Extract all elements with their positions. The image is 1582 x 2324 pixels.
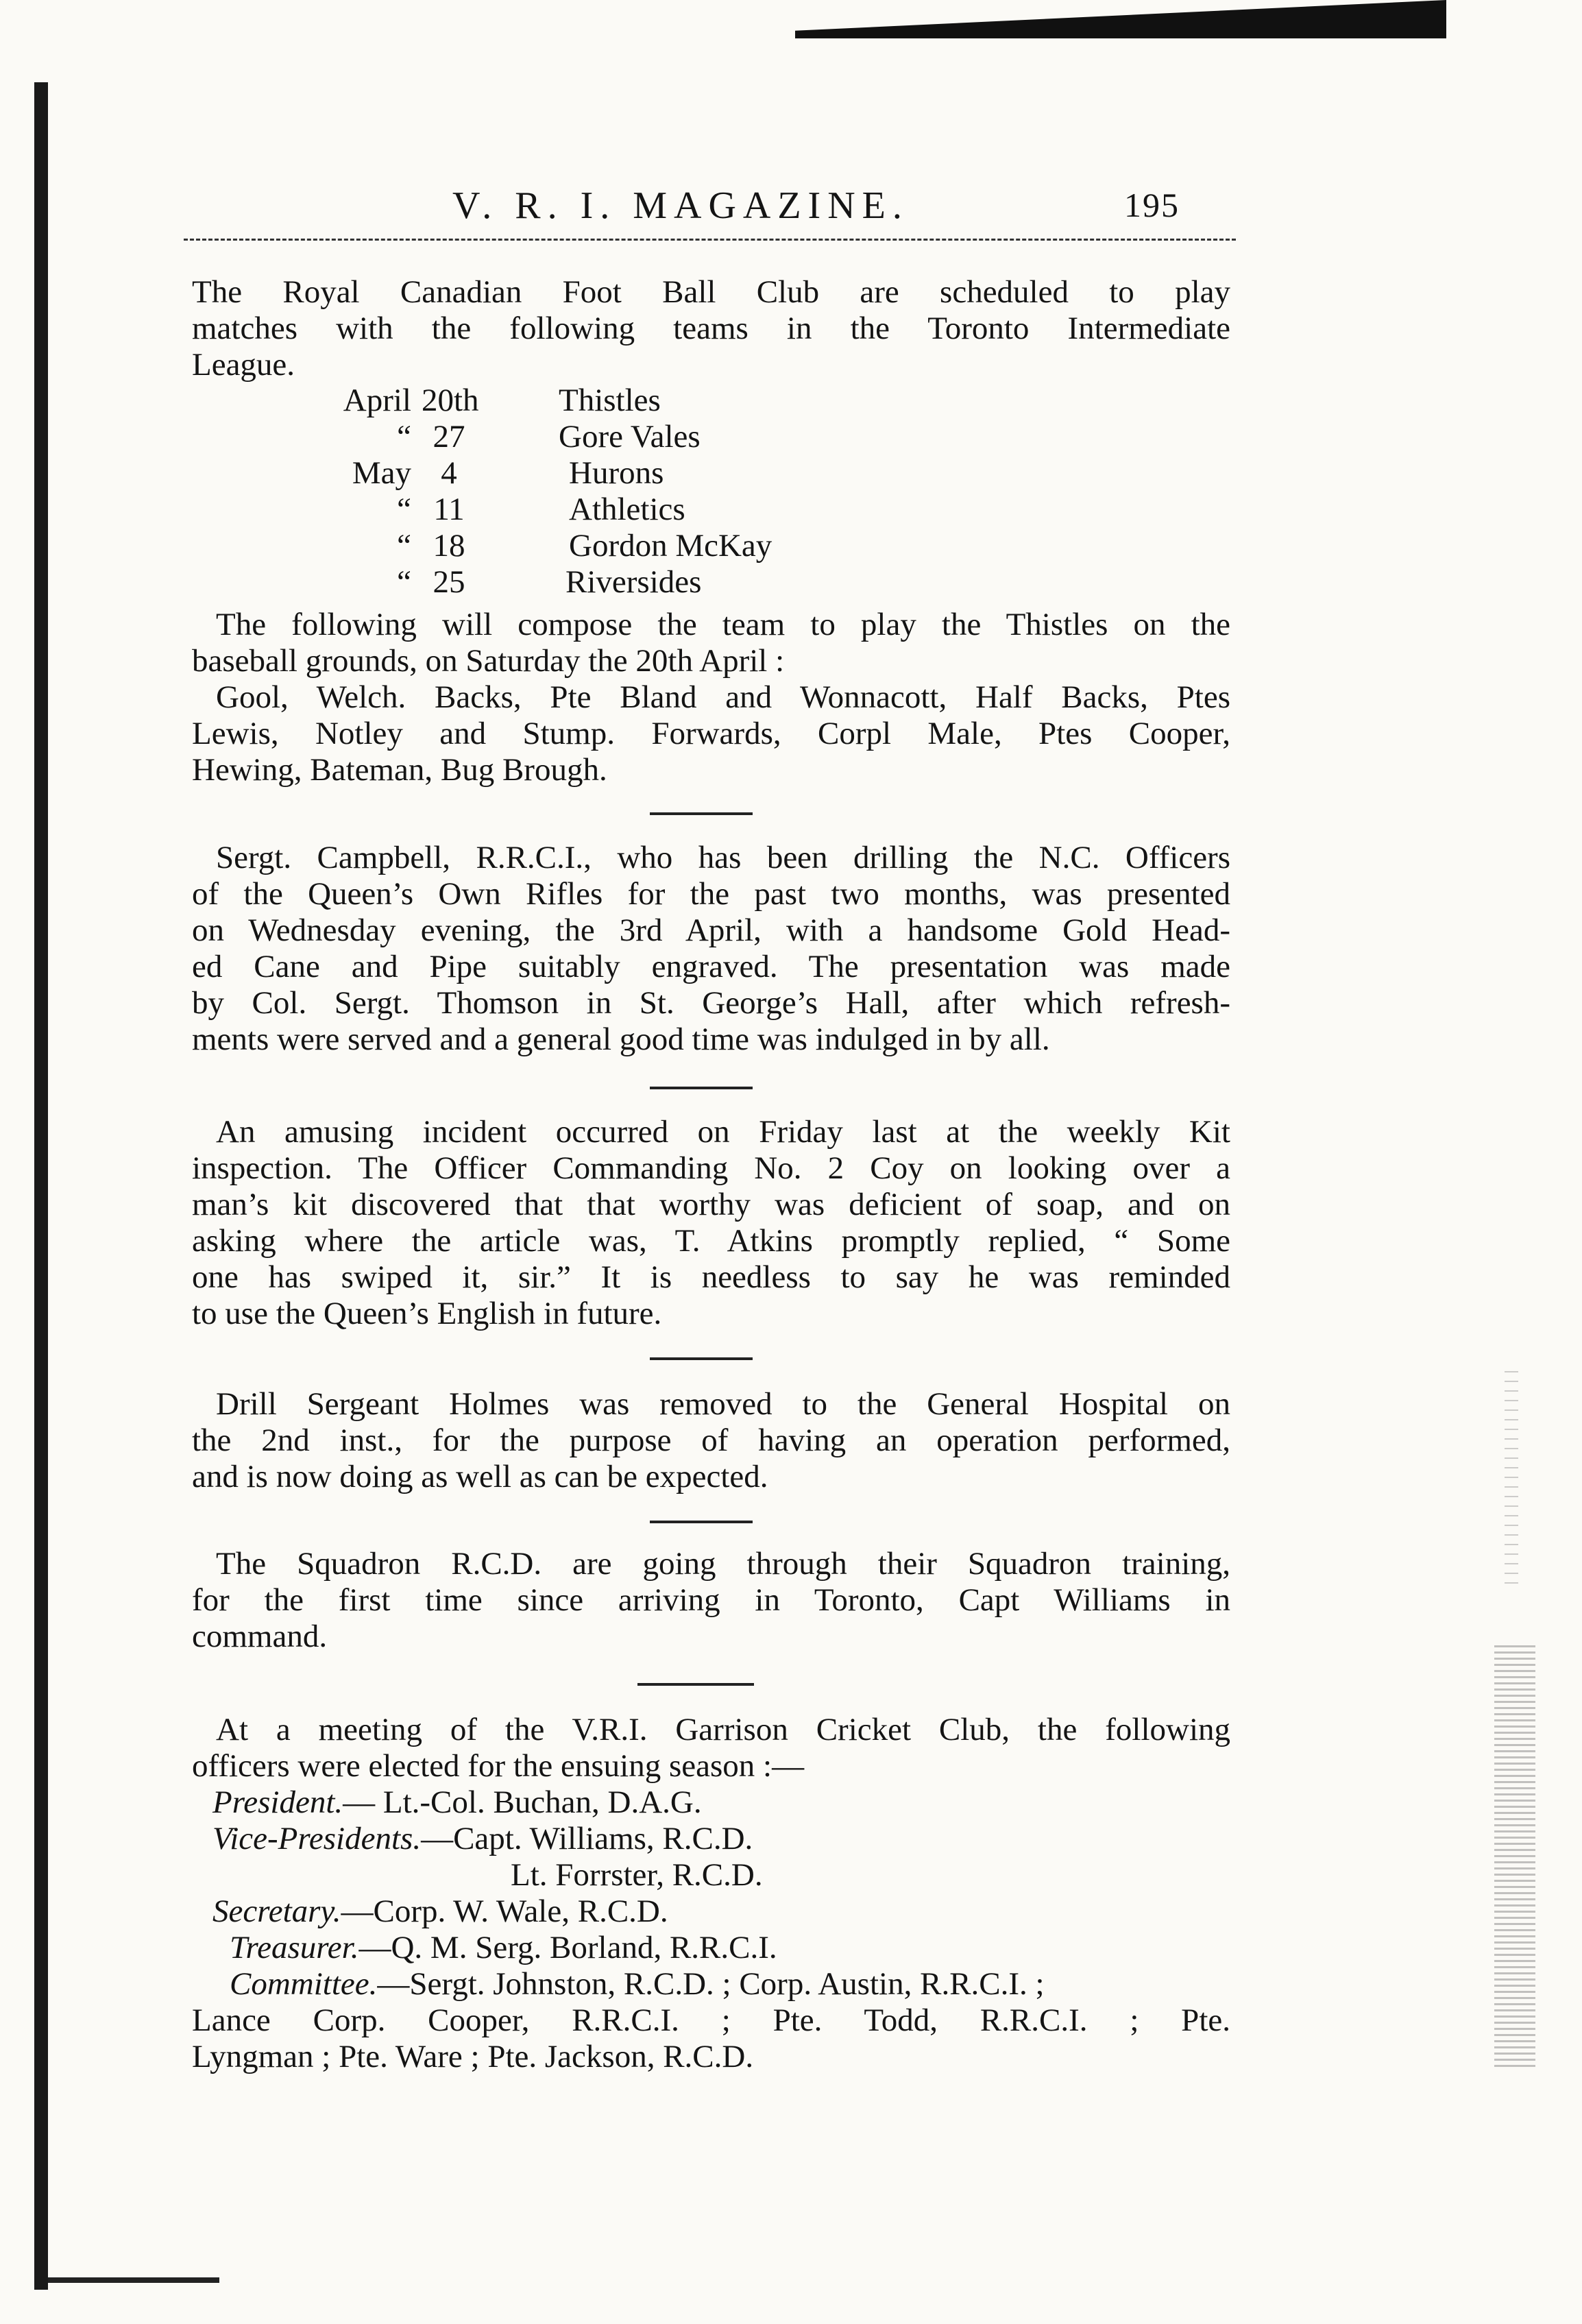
text-line: inspection. The Officer Commanding No. 2 Coy on looking over a	[192, 1150, 1230, 1186]
text-line: for the first time since arriving in Toronto, Capt Williams in	[192, 1582, 1230, 1618]
scan-edge-top	[795, 0, 1446, 38]
text-line: asking where the article was, T. Atkins promptly replied, “ Some	[192, 1223, 1230, 1259]
section-divider	[637, 1683, 754, 1686]
text-line: to use the Queen’s English in future.	[192, 1296, 662, 1331]
text-line: command.	[192, 1619, 328, 1654]
officer-name: —Q. M. Serg. Borland, R.R.C.I.	[358, 1930, 777, 1965]
committee-line	[230, 1966, 1045, 2002]
officer-name: —Sergt. Johnston, R.C.D. ; Corp. Austin, R.R.C.I. ;	[377, 1966, 1045, 2002]
officer-role: Secretary.	[212, 1893, 341, 1929]
officer-role: Vice-Presidents.	[212, 1821, 422, 1856]
schedule-month: “	[397, 564, 411, 600]
text-line: Lewis, Notley and Stump. Forwards, Corpl Male, Ptes Cooper,	[192, 716, 1230, 751]
officer-name: —Capt. Williams, R.C.D.	[421, 1821, 753, 1856]
text-line: and is now doing as well as can be expected.	[192, 1459, 768, 1494]
officer-role: President.	[212, 1784, 343, 1820]
scan-edge-left	[34, 82, 48, 2290]
text-line: Sergt. Campbell, R.R.C.I., who has been drilling the N.C. Officers	[216, 840, 1230, 875]
text-line: of the Queen’s Own Rifles for the past two months, was presented	[192, 876, 1230, 912]
officer-name: — Lt.-Col. Buchan, D.A.G.	[343, 1784, 702, 1820]
football-team	[192, 607, 1230, 788]
schedule-team: Hurons	[569, 455, 664, 491]
scan-edge-bottom	[48, 2277, 219, 2283]
holmes-article	[192, 1386, 1230, 1495]
schedule-day: 25	[433, 564, 465, 600]
vice-president-line-2	[511, 1857, 763, 1893]
text-line: The following will compose the team to play the Thistles on the	[216, 607, 1230, 642]
text-line: man’s kit discovered that that worthy was deficient of soap, and on	[192, 1187, 1230, 1222]
text-line: League.	[192, 347, 295, 383]
schedule-day: 4	[441, 455, 457, 491]
section-divider	[650, 1357, 753, 1360]
schedule-day: 18	[433, 528, 465, 564]
text-line: one has swiped it, sir.” It is needless to say he was reminded	[192, 1259, 1230, 1295]
schedule-month: “	[397, 528, 411, 564]
treasurer-line	[230, 1930, 777, 1966]
text-line: ments were served and a general good time was indulged in by all.	[192, 1021, 1050, 1057]
officer-name: —Corp. W. Wale, R.C.D.	[341, 1893, 668, 1929]
president-line	[212, 1784, 702, 1821]
section-divider	[650, 812, 753, 815]
vice-president-line	[212, 1821, 753, 1857]
text-line: Gool, Welch. Backs, Pte Bland and Wonnacott, Half Backs, Ptes	[216, 679, 1230, 715]
page-number: 195	[1124, 186, 1180, 224]
text-line: on Wednesday evening, the 3rd April, with a handsome Gold Head-	[192, 912, 1230, 948]
schedule-month: “	[397, 419, 411, 455]
header-divider	[184, 239, 1236, 241]
schedule-team: Riversides	[565, 564, 702, 600]
scan-noise	[1505, 1371, 1518, 1590]
officer-role: Committee.	[230, 1966, 378, 2002]
schedule-day: 20th	[422, 383, 479, 418]
committee-members	[192, 2002, 1230, 2075]
schedule-month: “	[397, 492, 411, 527]
scan-noise	[1494, 1645, 1535, 2070]
squadron-article	[192, 1546, 1230, 1655]
schedule-team: Athletics	[569, 492, 685, 527]
page-title: V. R. I. MAGAZINE.	[452, 184, 909, 227]
text-line: Lance Corp. Cooper, R.R.C.I. ; Pte. Todd, R.R.C.I. ; Pte.	[192, 2002, 1230, 2038]
officer-role: Treasurer.	[230, 1930, 359, 1965]
campbell-article	[192, 840, 1230, 1058]
text-line: At a meeting of the V.R.I. Garrison Cricket Club, the following	[216, 1712, 1230, 1747]
schedule-month: May	[352, 455, 411, 491]
text-line: The Royal Canadian Foot Ball Club are scheduled to play	[192, 274, 1230, 310]
text-line: Drill Sergeant Holmes was removed to the General Hospital on	[216, 1386, 1230, 1422]
text-line: matches with the following teams in the Toronto Intermediate	[192, 311, 1230, 346]
text-line: Lyngman ; Pte. Ware ; Pte. Jackson, R.C.D.	[192, 2039, 754, 2074]
text-line: baseball grounds, on Saturday the 20th April :	[192, 643, 785, 679]
schedule-team: Gordon McKay	[569, 528, 772, 564]
schedule-team: Gore Vales	[559, 419, 701, 455]
text-line: the 2nd inst., for the purpose of having an operation performed,	[192, 1423, 1230, 1458]
schedule-month: April	[343, 383, 411, 418]
text-line: The Squadron R.C.D. are going through their Squadron training,	[216, 1546, 1230, 1582]
text-line: Hewing, Bateman, Bug Brough.	[192, 752, 607, 788]
officer-name: Lt. Forrster, R.C.D.	[511, 1857, 763, 1893]
cricket-intro	[192, 1712, 1230, 1784]
secretary-line	[212, 1893, 668, 1930]
text-line: by Col. Sergt. Thomson in St. George’s Hall, after which refresh-	[192, 985, 1230, 1021]
kit-article	[192, 1114, 1230, 1332]
text-line: officers were elected for the ensuing season :—	[192, 1748, 805, 1784]
schedule-day: 11	[433, 492, 465, 527]
schedule-day: 27	[433, 419, 465, 455]
section-divider	[650, 1521, 753, 1523]
section-divider	[650, 1087, 753, 1089]
text-line: ed Cane and Pipe suitably engraved. The presentation was made	[192, 949, 1230, 984]
text-line: An amusing incident occurred on Friday last at the weekly Kit	[216, 1114, 1230, 1150]
football-intro	[192, 274, 1230, 383]
schedule-team: Thistles	[559, 383, 661, 418]
